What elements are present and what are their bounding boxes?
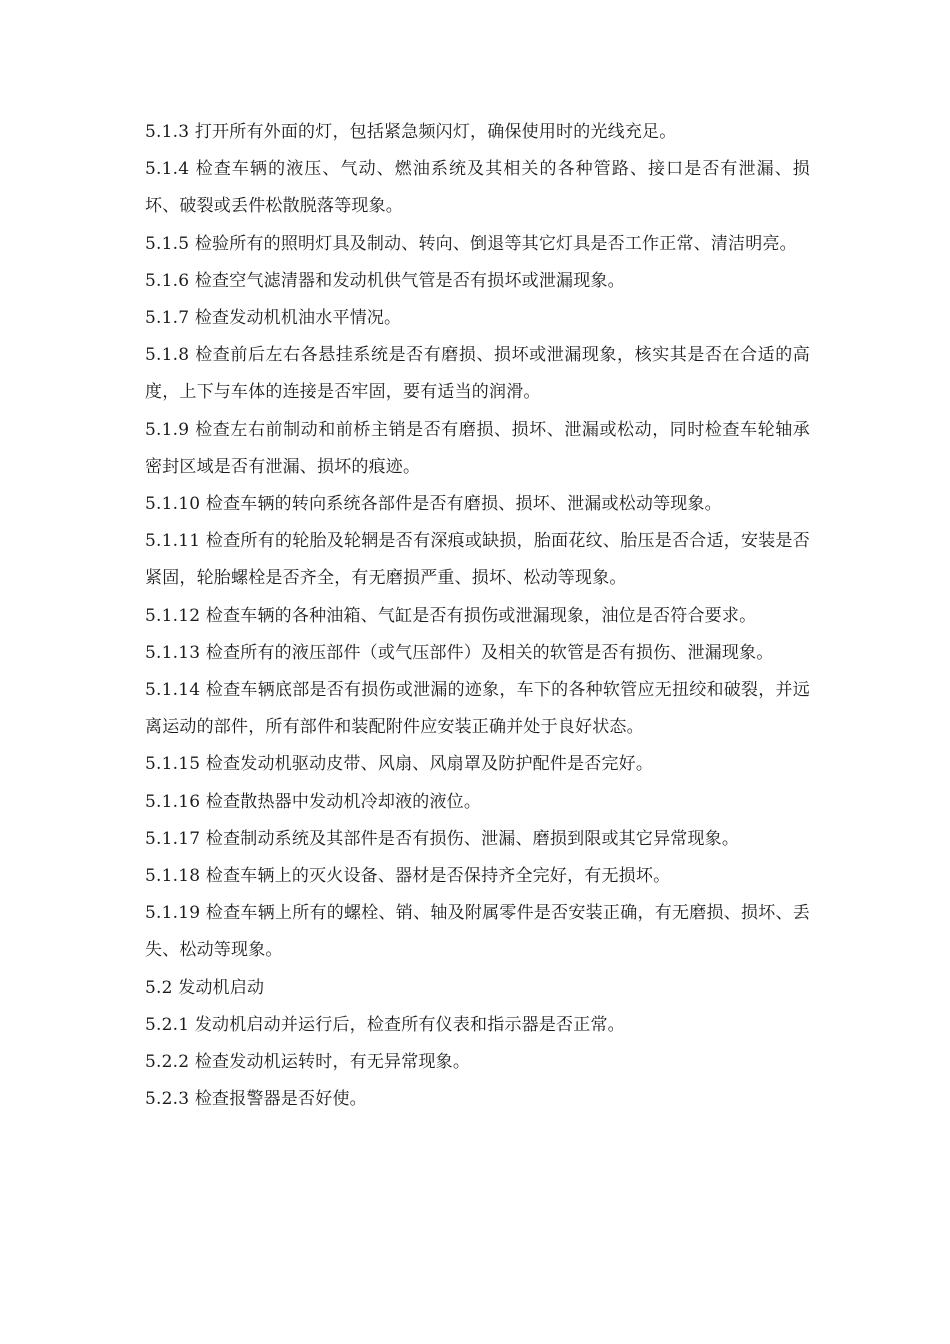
document-body (145, 114, 810, 1118)
paragraph-5-1-3: 5.1.3 打开所有外面的灯，包括紧急频闪灯，确保使用时的光线充足。 (145, 122, 677, 142)
paragraph-5-1-14: 5.1.14 检查车辆底部是否有损伤或泄漏的迹象，车下的各种软管应无扭绞和破裂，并远离运动的部件，所有部件和装配附件应安装正确并处于良好状态。 (145, 680, 810, 738)
paragraph-5-1-12: 5.1.12 检查车辆的各种油箱、气缸是否有损伤或泄漏现象，油位是否符合要求。 (145, 605, 757, 626)
paragraph-5-2-3: 5.2.3 检查报警器是否好使。 (145, 1089, 367, 1110)
paragraph-5-2-2: 5.2.2 检查发动机运转时，有无异常现象。 (145, 1052, 471, 1073)
paragraph-5-1-11: 5.1.11 检查所有的轮胎及轮辋是否有深痕或缺损，胎面花纹、胎压是否合适，安装是否紧固，轮胎螺栓是否齐全，有无磨损严重、损坏、松动等现象。 (145, 531, 810, 589)
paragraph-5-1-5: 5.1.5 检验所有的照明灯具及制动、转向、倒退等其它灯具是否工作正常、清洁明亮。 (145, 233, 797, 254)
paragraph-5-1-10: 5.1.10 检查车辆的转向系统各部件是否有磨损、损坏、泄漏或松动等现象。 (145, 494, 722, 515)
paragraph-5-1-13: 5.1.13 检查所有的液压部件（或气压部件）及相关的软管是否有损伤、泄漏现象。 (145, 642, 774, 663)
paragraph-5-1-15: 5.1.15 检查发动机驱动皮带、风扇、风扇罩及防护配件是否完好。 (145, 754, 654, 775)
paragraph-5-2-1: 5.2.1 发动机启动并运行后，检查所有仪表和指示器是否正常。 (145, 1014, 625, 1035)
paragraph-5-1-4: 5.1.4 检查车辆的液压、气动、燃油系统及其相关的各种管路、接口是否有泄漏、损坏、破裂或丢件松散脱落等现象。 (145, 159, 810, 217)
paragraph-5-1-18: 5.1.18 检查车辆上的灭火设备、器材是否保持齐全完好，有无损坏。 (145, 866, 671, 887)
paragraph-5-1-16: 5.1.16 检查散热器中发动机冷却液的液位。 (145, 791, 482, 812)
paragraph-5-1-19: 5.1.19 检查车辆上所有的螺栓、销、轴及附属零件是否安装正确，有无磨损、损坏、丢失、松动等现象。 (145, 903, 810, 961)
paragraph-5-1-8: 5.1.8 检查前后左右各悬挂系统是否有磨损、损坏或泄漏现象，核实其是否在合适的高度，上下与车体的连接是否牢固，要有适当的润滑。 (145, 345, 810, 403)
paragraph-5-1-6: 5.1.6 检查空气滤清器和发动机供气管是否有损坏或泄漏现象。 (145, 270, 625, 291)
paragraph-5-1-7: 5.1.7 检查发动机机油水平情况。 (145, 308, 402, 329)
section-heading-5-2: 5.2 发动机启动 (145, 977, 265, 998)
paragraph-5-1-17: 5.1.17 检查制动系统及其部件是否有损伤、泄漏、磨损到限或其它异常现象。 (145, 828, 740, 849)
paragraph-5-1-9: 5.1.9 检查左右前制动和前桥主销是否有磨损、损坏、泄漏或松动，同时检查车轮轴承密封区域是否有泄漏、损坏的痕迹。 (145, 419, 810, 477)
